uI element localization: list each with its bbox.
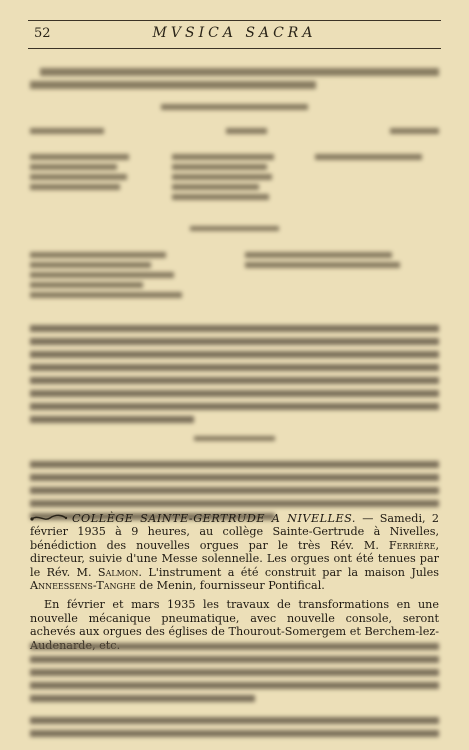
article-text-part: — Samedi, 2 février 1935 à 9 heures, au collège Sainte-Gertrude à Nivelles, bénédiction des nouvelles orgues par le très Rév. M. (30, 512, 439, 552)
page-number: 52 (34, 26, 51, 41)
article-text-part: . L'instrument a été construit par la maison Jules (138, 565, 439, 579)
article-text-part: , directeur, suivie d'une Messe solennelle. Les orgues ont été tenues par le Rév. M. (30, 538, 439, 579)
header-rule-top (28, 20, 441, 21)
blurred-stop-list (30, 150, 439, 204)
blurred-couplers-list (30, 248, 439, 302)
header-rule-bottom (28, 48, 441, 49)
blurred-section-sainte-catherine (30, 322, 439, 429)
blurred-section-saint-amand (30, 640, 439, 708)
article-text-part: de Menin, fournisseur Pontifical. (135, 579, 325, 593)
article-paragraph-1 (30, 512, 439, 592)
blurred-specification-heading (30, 104, 439, 110)
blurred-division-headers (30, 128, 439, 134)
blurred-couplers-heading (30, 226, 439, 231)
company-name: Anneessens-Tanghe (30, 579, 136, 593)
blurred-intro-paragraph (30, 66, 439, 89)
college-sainte-gertrude-article (30, 512, 439, 652)
blurred-program-heading (30, 436, 439, 441)
running-title: MVSICA SACRA (152, 25, 317, 41)
person-name: Salmon (97, 565, 139, 579)
article-title: COLLÈGE SAINTE-GERTRUDE A NIVELLES. (72, 512, 356, 525)
blurred-section-sacre-coeur (30, 714, 439, 743)
article-paragraph-2: En février et mars 1935 les travaux de transformations en une nouvelle mécanique pneumatique, avec nouvelle console, seront achevés aux orgues des églises de Thourout-Somergem et Berchem-lez- (30, 598, 439, 639)
person-name: Ferrière (388, 538, 436, 552)
ornament-icon (30, 513, 68, 523)
page-header (28, 18, 441, 48)
